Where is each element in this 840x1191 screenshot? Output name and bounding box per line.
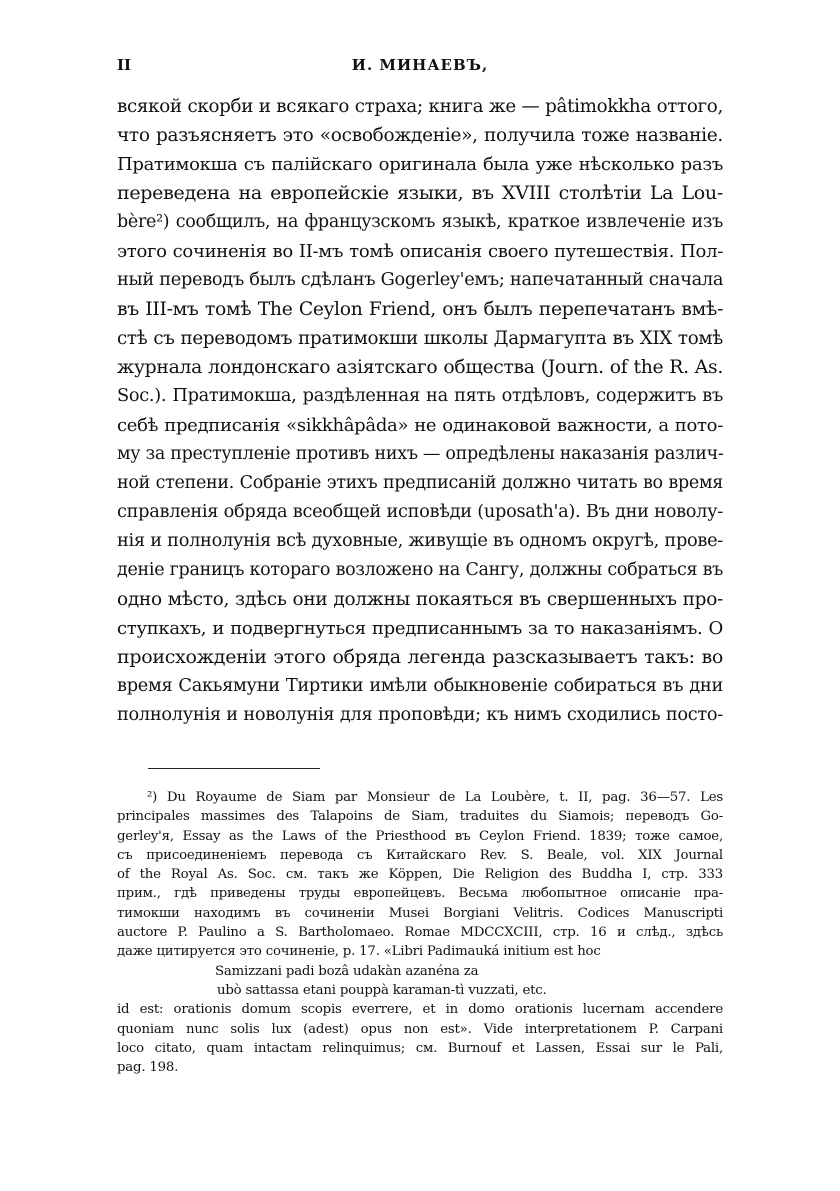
footnote-separator xyxy=(148,768,320,769)
footnote-line: тимокши находимъ въ сочиненіи Musei Borgiani Velitris. Codices Manuscripti xyxy=(117,905,723,921)
text-line: въ III-мъ томѣ The Ceylon Friend, онъ былъ перепечатанъ вмѣ- xyxy=(117,299,723,320)
text-line: ный переводъ былъ сдѣланъ Gogerley'емъ; напечатанный сначала xyxy=(117,270,723,290)
text-line: всякой скорби и всякаго страха; книга же — pâtimokkha оттого, xyxy=(117,96,723,117)
text-line: справленія обряда всеобщей исповѣди (uposath'a). Въ дни новолу- xyxy=(117,502,723,522)
text-line: му за преступленіе противъ нихъ — опредѣлены наказанія различ- xyxy=(117,444,723,464)
main-text xyxy=(117,92,723,730)
footnote-line: прим., гдѣ приведены труды европейцевъ. Весьма любопытное описаніе пра- xyxy=(117,886,723,902)
text-line: журнала лондонскаго азіятскаго общества (Journ. of the R. As. xyxy=(117,357,723,378)
text-line: время Сакьямуни Тиртики имѣли обыкновеніе собираться въ дни xyxy=(117,676,723,696)
footnote-line: principales massimes des Talapoins de Siam, traduites du Siamois; переводъ Go- xyxy=(117,809,723,825)
text-line: себѣ предписанія «sikkhâpâda» не одинаковой важности, а пото- xyxy=(117,415,723,436)
text-line: нія и полнолунія всѣ духовные, живущіе въ одномъ округѣ, прове- xyxy=(117,531,723,551)
text-line: Пратимокша съ палійскаго оригинала была уже нѣсколько разъ xyxy=(117,154,723,175)
text-line: bère²) сообщилъ, на французскомъ языкѣ, краткое извлеченіе изъ xyxy=(117,212,723,232)
footnote xyxy=(117,788,723,1077)
footnote-line: id est: orationis domum scopis everrere, et in domo orationis lucernam accendere xyxy=(117,1002,723,1018)
text-line: ной степени. Собраніе этихъ предписаній должно читать во время xyxy=(117,473,723,493)
text-line: полнолунія и новолунія для проповѣди; къ нимъ сходились посто- xyxy=(117,705,723,725)
running-title: И. МИНАЕВЪ, xyxy=(351,56,489,74)
footnote-line: gerley'я, Essay as the Laws of the Priesthood въ Ceylon Friend. 1839; тоже самое, xyxy=(117,828,723,844)
footnote-line: даже цитируется это сочиненіе, p. 17. «Libri Padimauká initium est hoc xyxy=(117,944,601,960)
text-line: этого сочиненія во II-мъ томѣ описанія своего путешествія. Пол- xyxy=(117,241,723,262)
page-header xyxy=(117,56,723,80)
footnote-line: съ присоединеніемъ перевода съ Китайскаго Rev. S. Beale, vol. XIX Journal xyxy=(117,847,723,863)
footnote-quote-line: Samizzani padi bozâ udakàn azanéna za xyxy=(215,963,479,979)
footnote-line: pag. 198. xyxy=(117,1060,179,1076)
text-line: что разъясняетъ это «освобожденіе», получила тоже названіе. xyxy=(117,125,723,146)
footnote-line: ²) Du Royaume de Siam par Monsieur de La Loubère, t. II, pag. 36—57. Les xyxy=(147,790,723,805)
text-line: деніе границъ котораго возложено на Сангу, должны собраться въ xyxy=(117,560,723,580)
footnote-line: auctore P. Paulino a S. Bartholomaeo. Romae MDCCXCIII, стр. 16 и слѣд., здѣсь xyxy=(117,925,723,941)
text-line: стѣ съ переводомъ пратимокши школы Дармагупта въ XIX томѣ xyxy=(117,328,723,349)
footnote-line: loco citato, quam intactam relinquimus; см. Burnouf et Lassen, Essai sur le Pali, xyxy=(117,1040,723,1056)
text-line: переведена на европейскіе языки, въ XVIII столѣтіи La Lou- xyxy=(117,182,723,204)
footnote-quote-line: ubò sattassa etani pouppà karaman-tì vuzzati, etc. xyxy=(217,982,547,998)
text-line: одно мѣсто, здѣсь они должны покаяться въ свершенныхъ про- xyxy=(117,589,723,610)
footnote-line: quoniam nunc solis lux (adest) opus non est». Vide interpretationem P. Carpani xyxy=(117,1021,723,1037)
page-number: II xyxy=(117,56,132,74)
text-line: происхожденіи этого обряда легенда разсказываетъ такъ: во xyxy=(117,646,723,668)
footnote-line: of the Royal As. Soc. см. такъ же Köppen, Die Religion des Buddha I, стр. 333 xyxy=(117,867,723,883)
text-line: ступкахъ, и подвергнуться предписаннымъ за то наказаніямъ. О xyxy=(117,618,723,639)
text-line: Soc.). Пратимокша, раздѣленная на пять отдѣловъ, содержитъ въ xyxy=(117,386,723,406)
